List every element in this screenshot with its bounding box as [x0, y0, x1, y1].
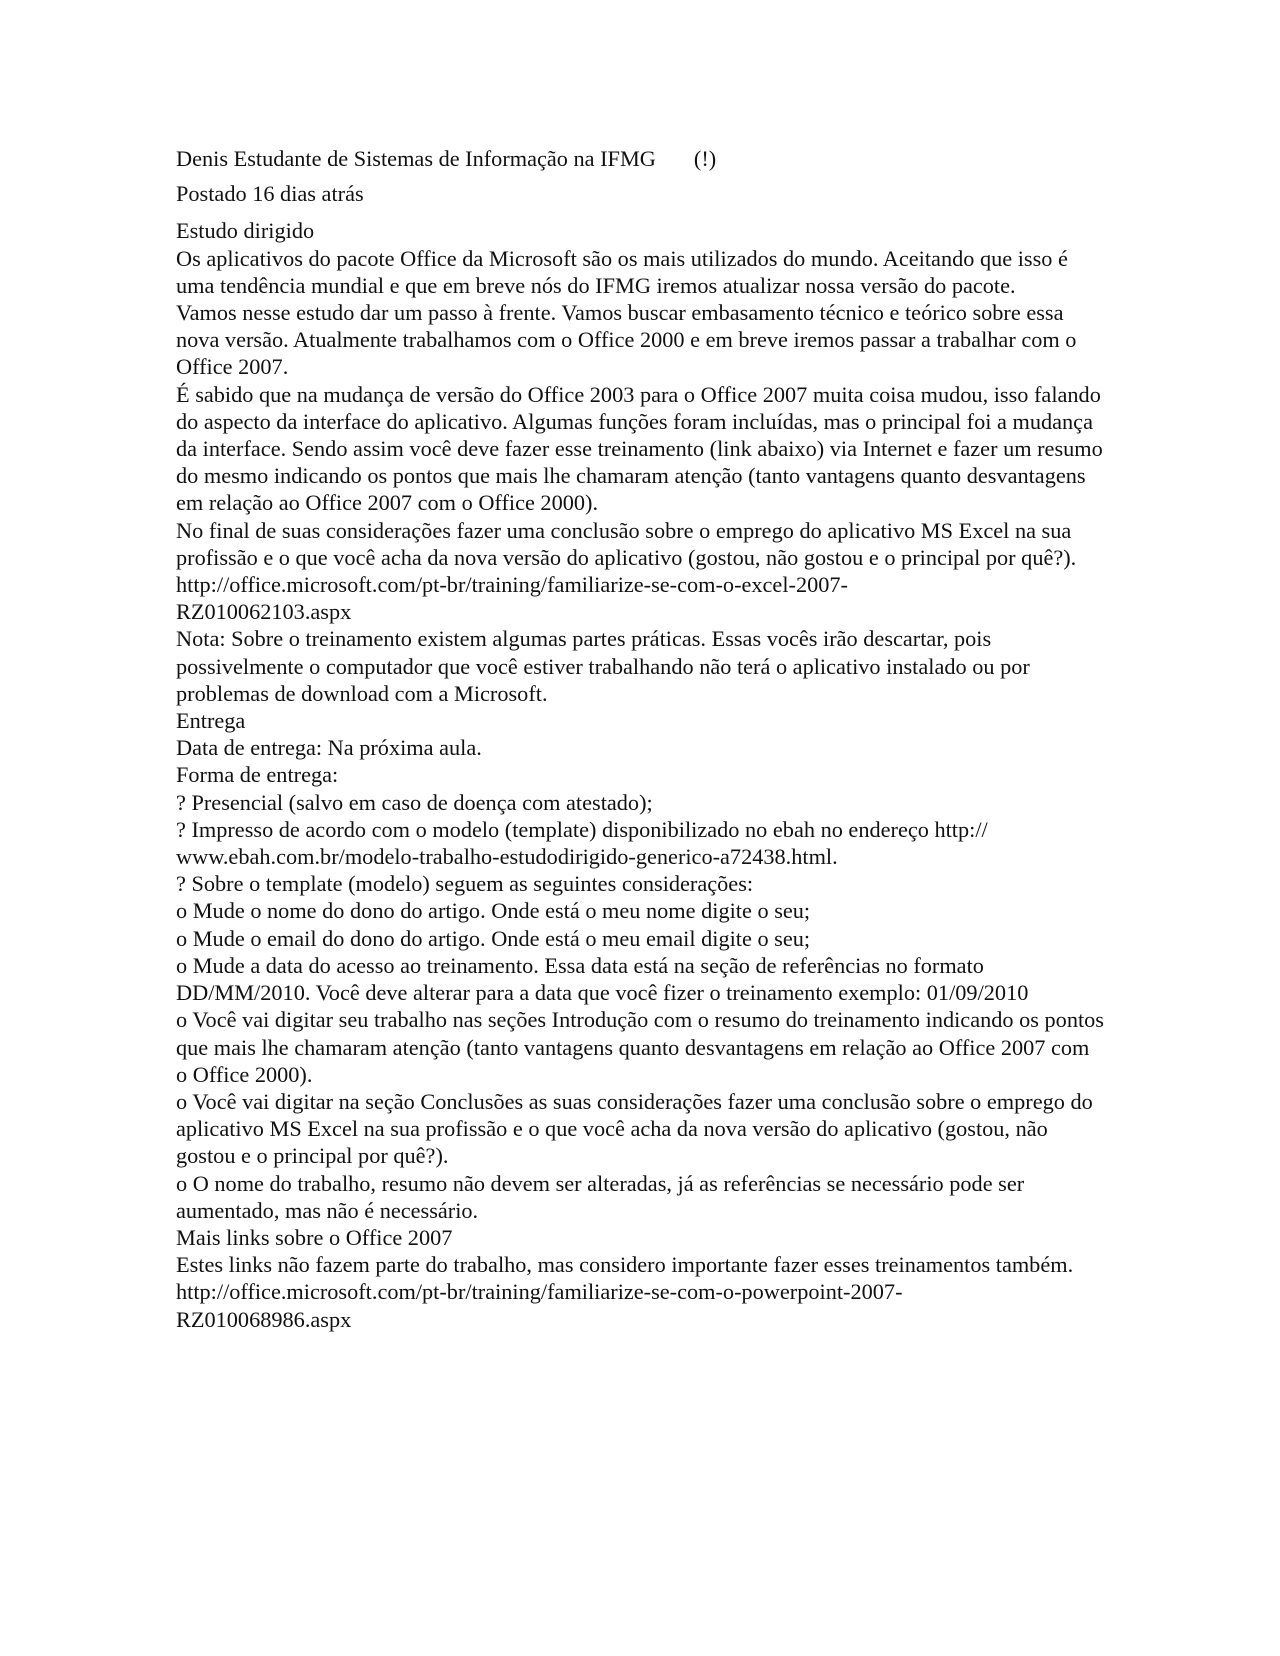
link-excel-part1[interactable]: http://office.microsoft.com/pt-br/training/familiarize-se-com-o-excel-2007-: [176, 572, 848, 598]
link-powerpoint-training[interactable]: [176, 1278, 1106, 1332]
flag-link[interactable]: (!): [693, 146, 717, 171]
delivery-date: Data de entrega: Na próxima aula.: [176, 735, 482, 761]
author-line: [176, 145, 1106, 172]
paragraph-conclusao: No final de suas considerações fazer uma conclusão sobre o emprego do aplicativo MS Excel na sua profissão e o que você acha da nova versão do aplicativo (gostou, não gostou e o principal por quê?).: [176, 517, 1077, 570]
bullet-impresso-line2[interactable]: www.ebah.com.br/modelo-trabalho-estudodirigido-generico-a72438.html.: [176, 844, 838, 870]
subbullet-email: o Mude o email do dono do artigo. Onde está o meu email digite o seu;: [176, 925, 811, 951]
bullet-presencial: ? Presencial (salvo em caso de doença com atestado);: [176, 789, 653, 815]
paragraph-links-info: Estes links não fazem parte do trabalho, mas considero importante fazer esses treinamentos também.: [176, 1252, 1074, 1278]
heading-mais-links: Mais links sobre o Office 2007: [176, 1224, 453, 1250]
link-powerpoint-part1[interactable]: http://office.microsoft.com/pt-br/training/familiarize-se-com-o-powerpoint-2007-: [176, 1279, 903, 1305]
delivery-form: Forma de entrega:: [176, 762, 339, 788]
subbullet-introducao: o Você vai digitar seu trabalho nas seções Introdução com o resumo do treinamento indicando os pontos que mais lhe chamaram atenção (tanto vantagens quanto desvantagens em relação ao Office 2007 com o Office 2000).: [176, 1007, 1104, 1087]
author-text: Denis Estudante de Sistemas de Informação na IFMG: [176, 146, 656, 171]
heading-estudo-dirigido: Estudo dirigido: [176, 218, 315, 244]
posted-date: Postado 16 dias atrás: [176, 181, 364, 207]
subbullet-conclusoes: o Você vai digitar na seção Conclusões as suas considerações fazer uma conclusão sobre o emprego do aplicativo MS Excel na sua profissão e o que você acha da nova versão do aplicativo (gostou, não gostou e o principal por quê?).: [176, 1088, 1093, 1169]
bullet-impresso: [176, 816, 1106, 870]
link-excel-training[interactable]: [176, 571, 1106, 625]
paragraph-intro: Os aplicativos do pacote Office da Microsoft são os mais utilizados do mundo. Aceitando que isso é uma tendência mundial e que em breve nós do IFMG iremos atualizar nossa versão do pacote.: [176, 245, 1068, 298]
subbullet-nome: o Mude o nome do dono do artigo. Onde está o meu nome digite o seu;: [176, 898, 811, 924]
heading-entrega: Entrega: [176, 708, 246, 734]
bullet-template: ? Sobre o template (modelo) seguem as seguintes considerações:: [176, 871, 754, 897]
document-content: [176, 145, 1106, 1333]
paragraph-passo: Vamos nesse estudo dar um passo à frente. Vamos buscar embasamento técnico e teórico sobre essa nova versão. Atualmente trabalhamos com o Office 2000 e em breve iremos passar a trabalhar com o Office 2007.: [176, 300, 1077, 380]
link-powerpoint-part2[interactable]: RZ010068986.aspx: [176, 1306, 352, 1332]
bullet-impresso-line1: ? Impresso de acordo com o modelo (template) disponibilizado no ebah no endereço http://: [176, 816, 988, 842]
link-excel-part2[interactable]: RZ010062103.aspx: [176, 599, 352, 625]
subbullet-nome-trabalho: o O nome do trabalho, resumo não devem ser alteradas, já as referências se necessário pode ser aumentado, mas não é necessário.: [176, 1170, 1025, 1223]
subbullet-data: o Mude a data do acesso ao treinamento. Essa data está na seção de referências no formato DD/MM/2010. Você deve alterar para a data que você fizer o treinamento exemplo: 01/09/2010: [176, 952, 1029, 1006]
paragraph-nota: Nota: Sobre o treinamento existem algumas partes práticas. Essas vocês irão descartar, pois possivelmente o computador que você estiver trabalhando não terá o aplicativo instalado ou por problemas de download com a Microsoft.: [176, 626, 1030, 706]
paragraph-mudanca: É sabido que na mudança de versão do Office 2003 para o Office 2007 muita coisa mudou, isso falando do aspecto da interface do aplicativo. Algumas funções foram incluídas, mas o principal foi a mudança da interface. Sendo assim você deve fazer esse treinamento (link abaixo) via Internet e fazer um resumo do mesmo indicando os pontos que mais lhe chamaram atenção (tanto vantagens quanto desvantagens em relação ao Office 2007 com o Office 2000).: [176, 381, 1103, 516]
